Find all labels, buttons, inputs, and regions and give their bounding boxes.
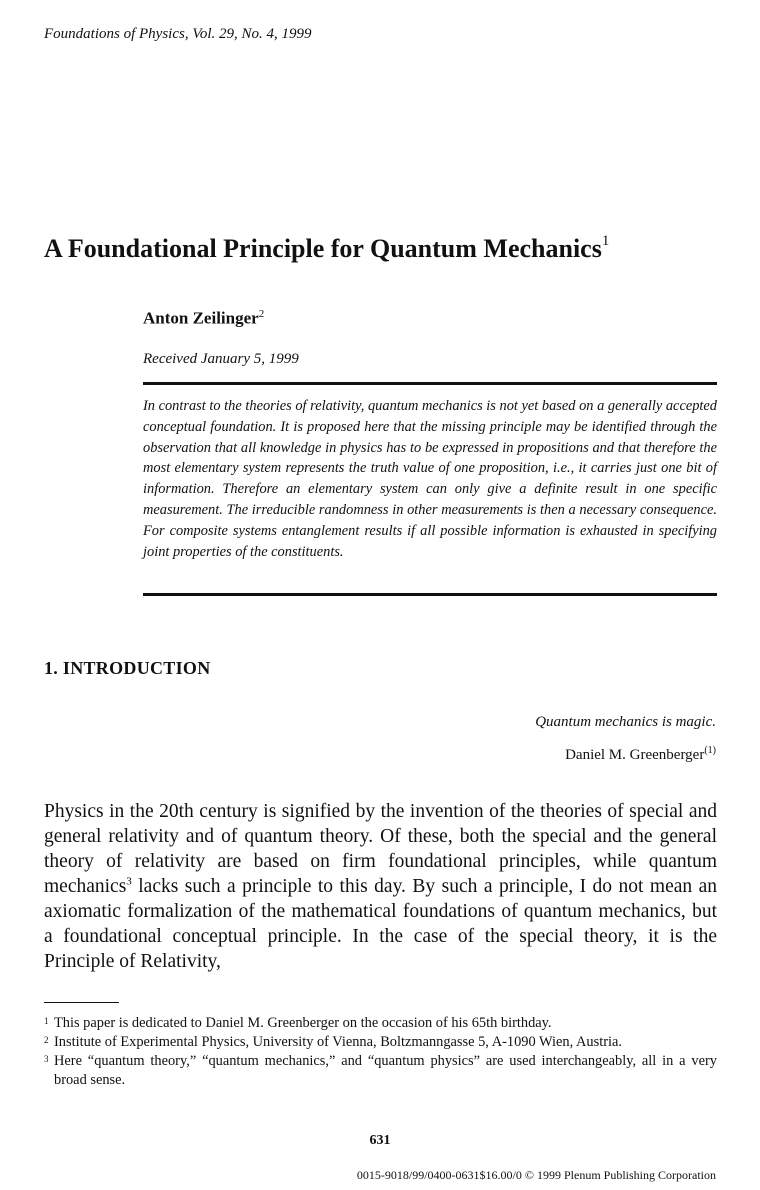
abstract-bottom-rule	[143, 593, 717, 596]
footnote	[44, 1052, 717, 1090]
footnote-rule	[44, 1002, 119, 1003]
paper-title-text: A Foundational Principle for Quantum Mechanics	[44, 234, 602, 263]
footnote	[44, 1014, 717, 1033]
received-date: Received January 5, 1999	[143, 351, 299, 367]
body-text-part1: Physics in the 20th century is signified by the invention of the theories of special and general relativity and of quantum theory. Of these, both the special and the general theory of relativity are based on firm foundational principles, while quantum mechanics	[44, 801, 717, 897]
footnote-text: Here “quantum theory,” “quantum mechanics,” and “quantum physics” are used interchangeably, all in a very broad sense.	[54, 1053, 717, 1088]
page-number: 631	[369, 1133, 391, 1148]
footnote-number: 3	[44, 1054, 49, 1064]
footnote-number: 1	[44, 1016, 49, 1026]
author-footnote-marker: 2	[258, 308, 265, 320]
footnote-text: This paper is dedicated to Daniel M. Greenberger on the occasion of his 65th birthday.	[54, 1015, 552, 1031]
author-name-text: Anton Zeilinger	[143, 308, 259, 328]
footnote-number: 2	[44, 1035, 49, 1045]
section-heading: 1. INTRODUCTION	[44, 658, 211, 678]
body-footnote-marker: 3	[126, 875, 132, 888]
abstract: In contrast to the theories of relativity, quantum mechanics is not yet based on a generally accepted conceptual foundation. It is proposed here that the missing principle may be identified through the observation that all knowledge in physics has to be expressed in propositions and that therefore the most elementary system represents the truth value of one proposition, i.e., it carries just one bit of information. Therefore an elementary system can only give a definite result in one specific measurement. The irreducible randomness in other measurements is then a necessary consequence. For composite systems entanglement results if all possible information is exhausted in specifying joint properties of the constituents.	[143, 398, 717, 560]
epigraph-author-name: Daniel M. Greenberger	[565, 747, 705, 763]
footnote	[44, 1033, 717, 1052]
footnote-text: Institute of Experimental Physics, University of Vienna, Boltzmanngasse 5, A-1090 Wien, Austria.	[54, 1034, 622, 1050]
body-paragraph	[44, 799, 717, 974]
epigraph-quote: Quantum mechanics is magic.	[535, 714, 716, 730]
epigraph-reference: (1)	[704, 745, 716, 756]
copyright-line: 0015-9018/99/0400-0631$16.00/0 © 1999 Plenum Publishing Corporation	[356, 1168, 716, 1182]
paper-title	[44, 234, 609, 264]
journal-header: Foundations of Physics, Vol. 29, No. 4, 1999	[44, 26, 312, 42]
body-text-part2: lacks such a principle to this day. By such a principle, I do not mean an axiomatic formalization of the mathematical foundations of quantum mechanics, but a foundational conceptual principle. In the case of the special theory, it is the Principle of Relativity,	[44, 876, 717, 972]
footnotes	[44, 1014, 717, 1090]
epigraph-author	[565, 745, 716, 764]
author-name	[143, 308, 264, 329]
abstract-top-rule	[143, 382, 717, 385]
title-footnote-marker: 1	[601, 233, 610, 250]
